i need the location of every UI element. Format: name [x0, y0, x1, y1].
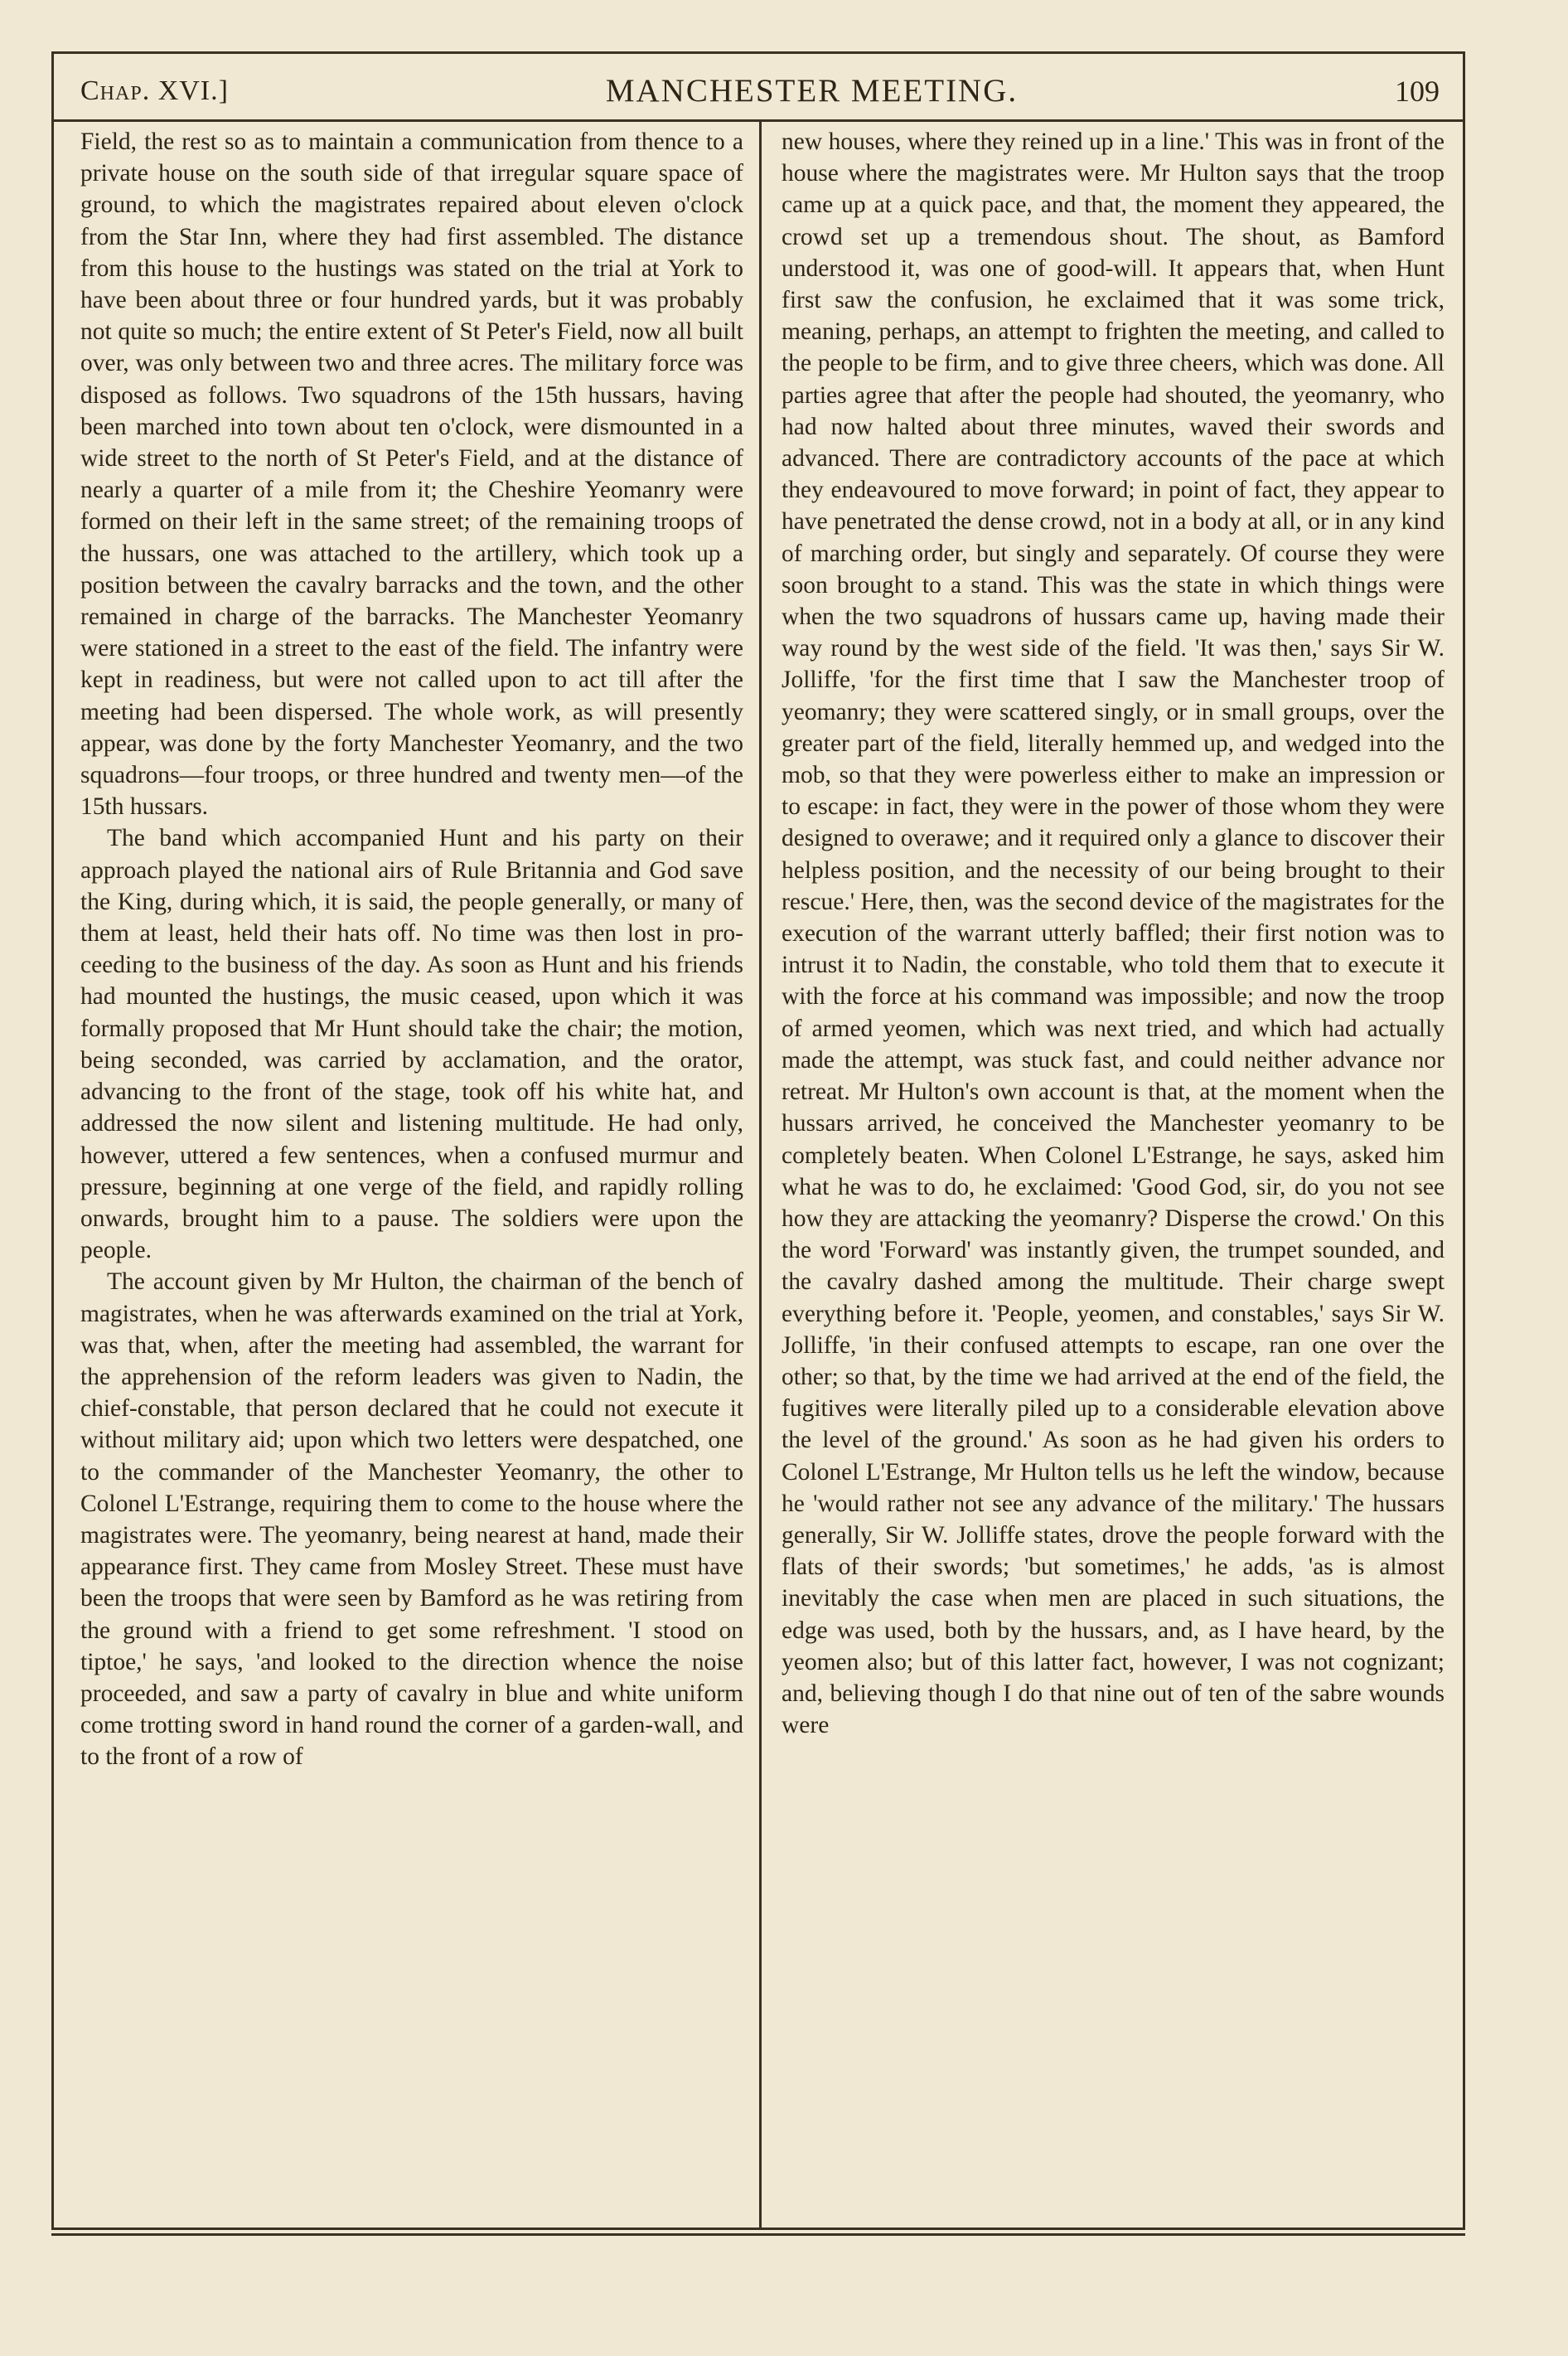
chapter-label: Chap. XVI.]	[80, 75, 229, 106]
paragraph: Field, the rest so as to maintain a communication from thence to a private house on the south side of that irregular square space of ground, to which the magistrates repaired about eleven o'clock from the Star Inn, where they had first assembled. The distance from this house to the hustings was stated on the trial at York to have been about three or four hundred yards, but it was probably not quite so much; the entire extent of St Peter's Field, now all built over, was only between two and three acres. The military force was disposed as follows. Two squadrons of the 15th hussars, having been marched into town about ten o'clock, were dismounted in a wide street to the north of St Peter's Field, and at the distance of nearly a quarter of a mile from it; the Cheshire Yeomanry were formed on their left in the same street; of the remaining troops of the hussars, one was attached to the artillery, which took up a position between the cavalry barracks and the town, and the other remained in charge of the barracks. The Manchester Yeomanry were stationed in a street to the east of the field. The infantry were kept in readiness, but were not called upon to act till after the meeting had been dispersed. The whole work, as will presently appear, was done by the forty Manchester Yeomanry, and the two squadrons—four troops, or three hundred and twenty men—of the 15th hussars.	[80, 128, 743, 821]
left-column	[80, 126, 743, 1773]
column-divider	[759, 122, 762, 2228]
body-columns	[54, 122, 1463, 2228]
paragraph: The account given by Mr Hulton, the chairman of the bench of magistrates, when he was afterwards examined on the trial at York, was that, when, after the meeting had assembled, the warrant for the apprehension of the reform leaders was given to Nadin, the chief-constable, that person declared that he could not execute it without military aid; upon which two letters were despatched, one to the commander of the Manchester Yeomanry, the other to Colonel L'Estrange, requiring them to come to the house where the magistrates were. The yeomanry, being nearest at hand, made their appearance first. They came from Mosley Street. These must have been the troops that were seen by Bamford as he was retiring from the ground with a friend to get some refreshment. 'I stood on tiptoe,' he says, 'and looked to the direction whence the noise proceeded, and saw a party of cavalry in blue and white uniform come trotting sword in hand round the corner of a garden-wall, and to the front of a row of	[80, 1268, 743, 1771]
page-number: 109	[1395, 74, 1440, 108]
bottom-rule	[51, 2233, 1465, 2236]
page-title: MANCHESTER MEETING.	[605, 73, 1019, 109]
paragraph: new houses, where they reined up in a line.' This was in front of the house where the magistrates were. Mr Hulton says that the troop came up at a quick pace, and that, the moment they appeared, the crowd set up a tremendous shout. The shout, as Bamford understood it, was one of good-will. It appears that, when Hunt first saw the confusion, he exclaimed that it was some trick, meaning, perhaps, an attempt to frighten the meeting, and called to the people to be firm, and to give three cheers, which was done. All parties agree that after the people had shouted, the yeomanry, who had now halted about three minutes, waved their swords and advanced. There are contradictory accounts of the pace at which they endeavoured to move forward; in point of fact, they appear to have penetrated the dense crowd, not in a body at all, or in any kind of marching order, but singly and separately. Of course they were soon brought to a stand. This was the state in which things were when the two squadrons of hussars came up, having made their way round by the west side of the field. 'It was then,' says Sir W. Jolliffe, 'for the first time that I saw the Manchester troop of yeomanry; they were scattered singly, or in small groups, over the greater part of the field, literally hemmed up, and wedged into the mob, so that they were powerless either to make an impression or to escape: in fact, they were in the power of those whom they were designed to overawe; and it required only a glance to discover their helpless position, and the necessity of our being brought to their rescue.' Here, then, was the second device of the magistrates for the execution of the warrant utterly baffled; their first notion was to intrust it to Nadin, the constable, who told them that to execute it with the force at his command was impossible; and now the troop of armed yeomen, which was next tried, and which had actually made the attempt, was stuck fast, and could neither advance nor retreat. Mr Hulton's own account is that, at the moment when the hussars arrived, he conceived the Manchester yeomanry to be completely beaten. When Colonel L'Estrange, he says, asked him what he was to do, he exclaimed: 'Good God, sir, do you not see how they are attacking the yeomanry? Disperse the crowd.' On this the word 'Forward' was instantly given, the trumpet sounded, and the cavalry dashed among the multitude. Their charge swept everything before it. 'People, yeomen, and constables,' says Sir W. Jolliffe, 'in their confused attempts to escape, ran one over the other; so that, by the time we had arrived at the end of the field, the fugitives were literally piled up to a considerable elevation above the level of the ground.' As soon as he had given his orders to Colonel L'Estrange, Mr Hulton tells us he left the window, because he 'would rather not see any advance of the military.' The hussars generally, Sir W. Jolliffe states, drove the people forward with the flats of their swords; 'but sometimes,' he adds, 'as is almost inevitably the case when men are placed in such situations, the edge was used, both by the hussars, and, as I have heard, by the yeomen also; but of this latter fact, however, I was not cognizant; and, believing though I do that nine out of ten of the sabre wounds were	[782, 128, 1445, 1739]
running-head	[54, 54, 1463, 122]
right-column	[782, 126, 1445, 1741]
page-frame	[51, 51, 1465, 2230]
paragraph: The band which accompanied Hunt and his party on their approach played the national airs of Rule Britannia and God save the King, during which, it is said, the people generally, or many of them at least, held their hats off. No time was then lost in proceeding to the business of the day. As soon as Hunt and his friends had mounted the hustings, the music ceased, upon which it was formally proposed that Mr Hunt should take the chair; the motion, being seconded, was carried by acclamation, and the orator, advancing to the front of the stage, took off his white hat, and addressed the now silent and listening multitude. He had only, however, uttered a few sentences, when a confused murmur and pressure, beginning at one verge of the field, and rapidly rolling onwards, brought him to a pause. The soldiers were upon the people.	[80, 825, 743, 1264]
